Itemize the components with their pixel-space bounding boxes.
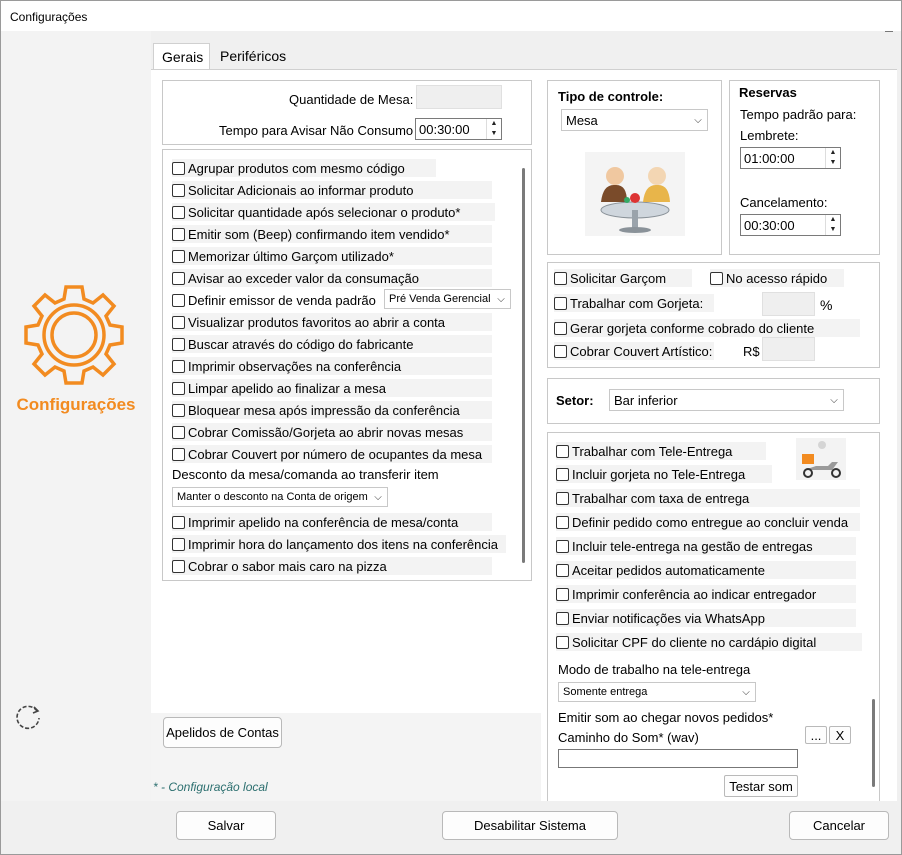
restaurant-table-icon [585,152,685,236]
emitir-som-label: Emitir som ao chegar novos pedidos* [558,710,774,725]
checkbox-box[interactable] [556,492,569,505]
checkbox-box[interactable] [556,445,569,458]
option-label: Enviar notificações via WhatsApp [572,610,765,626]
options-scrollbar[interactable] [522,168,525,563]
option-checkbox[interactable] [172,269,419,287]
setor-select[interactable] [609,389,844,411]
option-label: Agrupar produtos com mesmo código [188,160,405,176]
cancelamento-label: Cancelamento: [740,195,828,210]
option-label: Definir emissor de venda padrão [188,292,376,308]
tele-option-checkbox[interactable] [556,465,745,483]
checkbox-box[interactable] [556,516,569,529]
mesa-group [162,80,532,145]
checkbox-box[interactable] [556,636,569,649]
option-label: Emitir som (Beep) confirmando item vendido* [188,226,450,242]
option-checkbox[interactable] [172,203,460,221]
option-checkbox[interactable] [172,423,463,441]
option-label: Aceitar pedidos automaticamente [572,562,765,578]
quantidade-mesa-label: Quantidade de Mesa: [289,92,414,107]
checkbox-box[interactable] [172,538,185,551]
setor-group [547,378,880,424]
checkbox-box[interactable] [554,297,567,310]
option-checkbox[interactable] [172,313,445,331]
cancelamento-stepper[interactable] [740,214,841,236]
acesso-rapido-checkbox[interactable] [710,269,827,287]
option-label: Imprimir apelido na conferência de mesa/conta [188,514,459,530]
modo-trabalho-label: Modo de trabalho na tele-entrega [558,662,751,677]
chevron-down-icon: ⌵ [742,686,750,698]
emissor-select[interactable] [384,289,511,309]
apelidos-contas-button[interactable]: Apelidos de Contas [163,717,282,748]
couvert-input[interactable] [762,337,815,361]
testar-som-button[interactable]: Testar som [724,775,798,797]
modo-trabalho-value: Somente entrega [563,686,648,698]
tipo-controle-value: Mesa [566,112,598,128]
solicitar-garcom-checkbox[interactable] [554,269,666,287]
option-label: Incluir tele-entrega na gestão de entregas [572,538,813,554]
checkbox-box[interactable] [710,272,723,285]
tele-option-checkbox[interactable] [556,561,765,579]
spin-down-icon[interactable]: ▼ [829,226,837,233]
gerar-gorjeta-checkbox[interactable] [554,319,814,337]
option-checkbox[interactable] [172,181,413,199]
option-label: Limpar apelido ao finalizar a mesa [188,380,386,396]
quantidade-mesa-input[interactable] [416,85,502,109]
option-label: Buscar através do código do fabricante [188,336,414,352]
option-checkbox[interactable] [172,445,482,463]
checkbox-box[interactable] [172,404,185,417]
checkbox-box[interactable] [172,338,185,351]
checkbox-box[interactable] [554,345,567,358]
checkbox-box[interactable] [172,272,185,285]
option-label: Imprimir observações na conferência [188,358,402,374]
option-checkbox[interactable] [172,401,460,419]
tempo-nao-consumo-label: Tempo para Avisar Não Consumo [219,123,414,138]
gorjeta-input[interactable] [762,292,815,316]
gorjeta-percent: % [820,297,833,313]
spin-down-icon[interactable]: ▼ [829,159,837,166]
left-sidebar [1,31,151,801]
spin-up-icon[interactable]: ▲ [490,120,498,127]
option-label: Solicitar Garçom [570,270,667,286]
checkbox-box[interactable] [172,294,185,307]
cancelar-button[interactable]: Cancelar [789,811,889,840]
checkbox-box[interactable] [172,228,185,241]
gorjeta-checkbox[interactable] [554,294,703,312]
lembrete-value: 01:00:00 [744,150,795,166]
option-label: Cobrar Couvert por número de ocupantes da mesa [188,446,483,462]
option-checkbox[interactable] [172,335,413,353]
option-label: Definir pedido como entregue ao concluir venda [572,514,849,530]
option-label: Solicitar Adicionais ao informar produto [188,182,414,198]
tele-option-checkbox[interactable] [556,489,749,507]
option-label: Avisar ao exceder valor da consumação [188,270,419,286]
option-checkbox[interactable] [172,159,405,177]
checkbox-box[interactable] [556,588,569,601]
option-label: Solicitar quantidade após selecionar o produto* [188,204,461,220]
spin-down-icon[interactable]: ▼ [490,130,498,137]
tempo-nao-consumo-stepper[interactable] [415,118,502,140]
option-label: Imprimir hora do lançamento dos itens na conferência [188,536,498,552]
tele-scrollbar[interactable] [872,699,875,787]
desconto-label: Desconto da mesa/comanda ao transferir item [172,467,439,482]
checkbox-box[interactable] [554,322,567,335]
couvert-checkbox[interactable] [554,342,712,360]
tele-option-checkbox[interactable] [556,442,732,460]
option-checkbox[interactable] [172,357,401,375]
option-checkbox[interactable] [172,557,387,575]
options-group [162,149,532,581]
option-checkbox[interactable] [172,535,498,553]
tele-entrega-group [547,432,880,801]
garcom-group [547,262,880,368]
option-label: Trabalhar com Gorjeta: [570,295,704,311]
chevron-down-icon: ⌵ [374,491,382,503]
tab-gerais[interactable]: Gerais [153,43,210,70]
option-label: Solicitar CPF do cliente no cardápio digital [572,634,817,650]
desabilitar-sistema-button[interactable]: Desabilitar Sistema [442,811,618,840]
option-label: No acesso rápido [726,270,828,286]
spin-up-icon[interactable]: ▲ [829,149,837,156]
tele-option-checkbox[interactable] [556,537,813,555]
title-bar [1,1,901,31]
reservas-group [729,80,880,255]
tipo-controle-select[interactable] [561,109,708,131]
spin-up-icon[interactable]: ▲ [829,216,837,223]
checkbox-box[interactable] [172,162,185,175]
browse-button[interactable]: ... [805,726,827,744]
checkbox-box[interactable] [172,516,185,529]
option-label: Cobrar o sabor mais caro na pizza [188,558,387,574]
checkbox-box[interactable] [172,448,185,461]
option-label: Memorizar último Garçom utilizado* [188,248,394,264]
option-label: Cobrar Comissão/Gorjeta ao abrir novas mesas [188,424,464,440]
option-label: Trabalhar com taxa de entrega [572,490,750,506]
minimize-dash [885,31,893,32]
checkbox-box[interactable] [556,540,569,553]
checkbox-box[interactable] [172,560,185,573]
reservas-title: Reservas [739,85,797,100]
tempo-nao-consumo-value: 00:30:00 [419,121,470,137]
tempo-padrao-label: Tempo padrão para: [740,107,857,122]
option-checkbox[interactable] [172,247,394,265]
tele-option-checkbox[interactable] [556,585,816,603]
checkbox-box[interactable] [554,272,567,285]
checkbox-box[interactable] [172,316,185,329]
tele-option-checkbox[interactable] [556,513,848,531]
lembrete-stepper[interactable] [740,147,841,169]
desconto-select[interactable] [172,487,388,507]
checkbox-box[interactable] [172,206,185,219]
caminho-som-label: Caminho do Som* (wav) [558,730,699,745]
checkbox-box[interactable] [172,250,185,263]
config-local-note: * - Configuração local [153,780,268,794]
tipo-controle-label: Tipo de controle: [558,89,664,104]
checkbox-box[interactable] [556,612,569,625]
checkbox-box[interactable] [556,564,569,577]
option-checkbox[interactable] [172,379,386,397]
tele-option-checkbox[interactable] [556,609,765,627]
modo-trabalho-select[interactable] [558,682,756,702]
option-label: Gerar gorjeta conforme cobrado do cliente [570,320,815,336]
chevron-down-icon: ⌵ [694,114,702,126]
cancelamento-value: 00:30:00 [744,217,795,233]
setor-value: Bar inferior [614,392,678,408]
option-checkbox[interactable] [172,291,376,309]
option-checkbox[interactable] [172,513,458,531]
checkbox-box[interactable] [172,360,185,373]
option-label: Visualizar produtos favoritos ao abrir a conta [188,314,446,330]
tab-perifericos[interactable]: Periféricos [220,48,287,64]
option-label: Trabalhar com Tele-Entrega [572,443,733,459]
delivery-scooter-icon [796,438,846,480]
couvert-currency: R$ [743,344,760,359]
chevron-down-icon: ⌵ [497,293,505,305]
desconto-select-value: Manter o desconto na Conta de origem [177,491,368,503]
salvar-button[interactable]: Salvar [176,811,276,840]
setor-label: Setor: [556,393,594,408]
checkbox-box[interactable] [172,426,185,439]
checkbox-box[interactable] [556,468,569,481]
option-label: Bloquear mesa após impressão da conferência [188,402,460,418]
chevron-down-icon: ⌵ [830,394,838,406]
left-spacer [151,601,541,713]
refresh-icon[interactable] [13,701,43,731]
option-label: Imprimir conferência ao indicar entregador [572,586,817,602]
clear-button[interactable]: X [829,726,851,744]
tele-option-checkbox[interactable] [556,633,816,651]
gear-icon [21,281,127,387]
tipo-controle-group [547,80,722,255]
sidebar-label: Configurações [16,395,136,414]
caminho-som-input[interactable] [558,749,798,768]
option-checkbox[interactable] [172,225,450,243]
checkbox-box[interactable] [172,382,185,395]
emissor-select-value: Pré Venda Gerencial [389,293,491,305]
lembrete-label: Lembrete: [740,128,799,143]
window-title: Configurações [10,10,88,24]
option-label: Incluir gorjeta no Tele-Entrega [572,466,746,482]
checkbox-box[interactable] [172,184,185,197]
option-label: Cobrar Couvert Artístico: [570,343,713,359]
